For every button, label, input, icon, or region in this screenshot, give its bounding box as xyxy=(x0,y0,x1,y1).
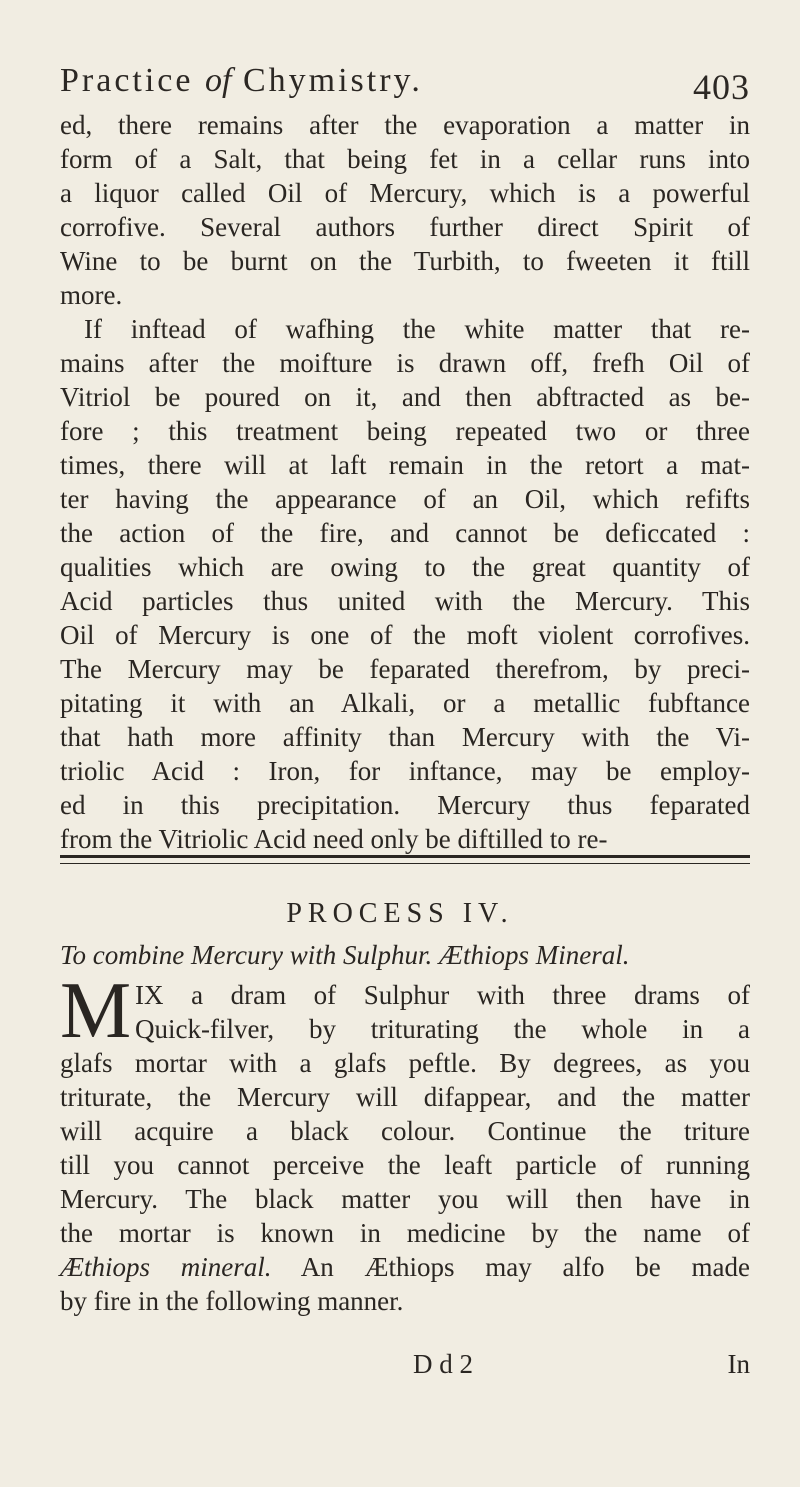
catchword: In xyxy=(727,1349,750,1379)
text-line: corrofive. Several authors further direct Spirit of xyxy=(60,212,750,242)
text-line: till you cannot perceive the leaft particle of running xyxy=(60,1150,750,1180)
text-line: that hath more affinity than Mercury with the Vi- xyxy=(60,722,750,752)
text-line: more. xyxy=(60,280,123,310)
text-line: triturate, the Mercury will difappear, and the matter xyxy=(60,1082,750,1112)
text-line: times, there will at laft remain in the retort a mat- xyxy=(60,450,750,480)
text-line: a liquor called Oil of Mercury, which is a powerful xyxy=(60,178,750,208)
text-line: qualities which are owing to the great quantity of xyxy=(60,552,750,582)
text-line: Oil of Mercury is one of the moft violent corrofives. xyxy=(60,620,750,650)
text-line: fore ; this treatment being repeated two or three xyxy=(60,416,750,446)
header-of: of xyxy=(205,62,232,99)
text-line: Quick-filver, by triturating the whole in a xyxy=(135,1014,750,1044)
text-line: Mercury. The black matter you will then have in xyxy=(60,1184,750,1214)
page-number: 403 xyxy=(693,67,750,107)
text-line: ed in this precipitation. Mercury thus feparated xyxy=(60,790,750,820)
text-line: ed, there remains after the evaporation a matter in xyxy=(60,110,750,140)
process-title: PROCESS IV. xyxy=(286,898,514,929)
text-line: The Mercury may be feparated therefrom, by preci- xyxy=(60,654,750,684)
signature-mark: D d 2 xyxy=(413,1349,473,1379)
text-line: If inftead of wafhing the white matter that re- xyxy=(84,314,750,344)
process-subtitle: To combine Mercury with Sulphur. Æthiops Mineral. xyxy=(60,940,630,970)
section-divider xyxy=(60,855,750,864)
text-line: will acquire a black colour. Continue the triture xyxy=(60,1116,750,1146)
text-line: by fire in the following manner. xyxy=(60,1286,404,1316)
header-practice: Practice xyxy=(60,62,205,99)
text-line: Wine to be burnt on the Turbith, to fweeten it ftill xyxy=(60,246,750,276)
drop-cap: M xyxy=(60,967,132,1055)
text-line: triolic Acid : Iron, for inftance, may be employ- xyxy=(60,756,750,786)
text-line: glafs mortar with a glafs peftle. By degrees, as you xyxy=(60,1048,750,1078)
text-line: An Æthiops may alfo be made xyxy=(271,1252,750,1282)
text-line: Acid particles thus united with the Mercury. This xyxy=(60,586,750,616)
text-line: ter having the appearance of an Oil, which refifts xyxy=(60,484,750,514)
header-chymistry: Chymistry. xyxy=(242,62,423,99)
text-line: the mortar is known in medicine by the name of xyxy=(60,1218,750,1248)
italic-term: Æthiops mineral. xyxy=(60,1252,272,1282)
text-line: Vitriol be poured on it, and then abftracted as be- xyxy=(60,382,750,412)
text-line: the action of the fire, and cannot be deficcated : xyxy=(60,518,750,548)
text-line: from the Vitriolic Acid need only be diftilled to re- xyxy=(60,824,608,854)
text-line: mains after the moifture is drawn off, frefh Oil of xyxy=(60,348,750,378)
text-line: IX a dram of Sulphur with three drams of xyxy=(135,980,750,1010)
text-line: pitating it with an Alkali, or a metallic fubftance xyxy=(60,688,750,718)
text-line: form of a Salt, that being fet in a cellar runs into xyxy=(60,144,750,174)
